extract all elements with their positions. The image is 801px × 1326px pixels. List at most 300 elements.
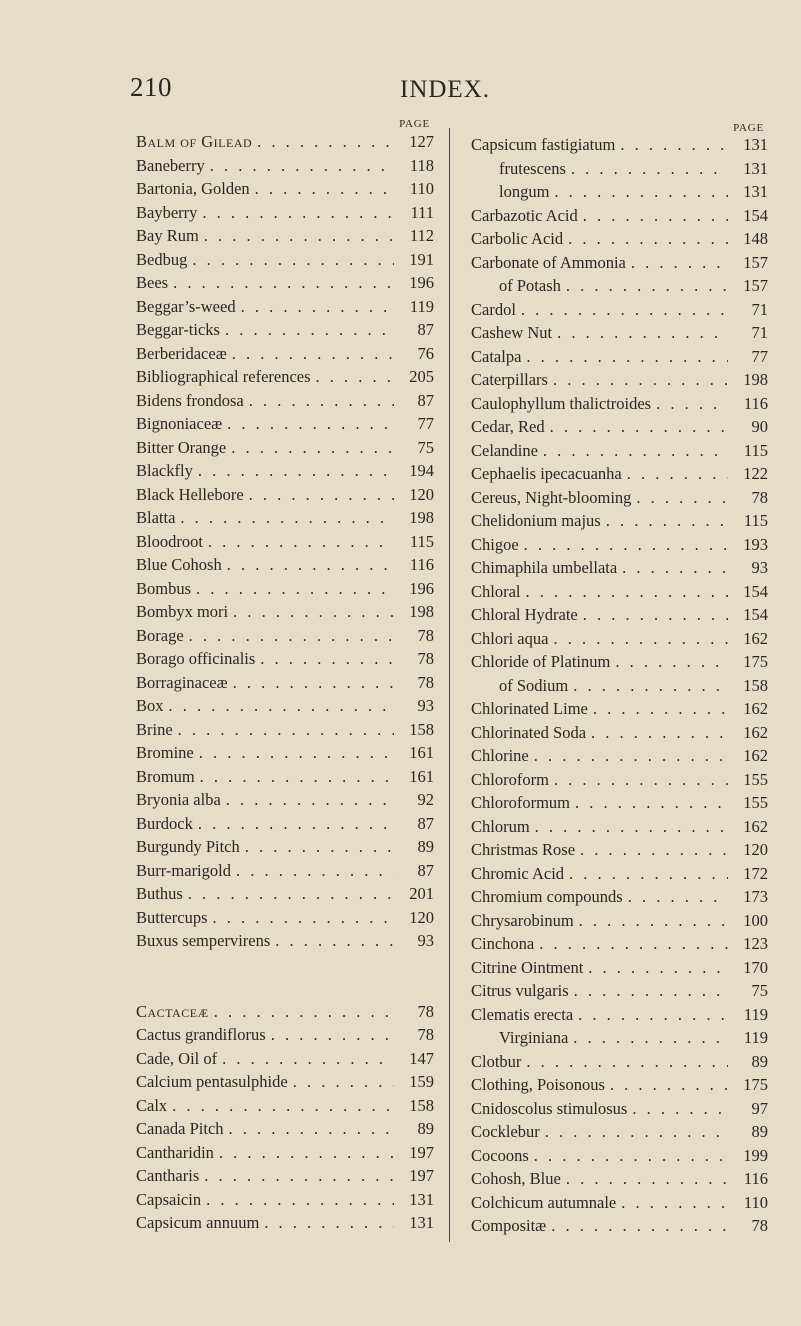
dot-leader [573, 1028, 728, 1048]
index-entry [136, 461, 434, 485]
index-entry [471, 652, 768, 676]
dot-leader [628, 887, 728, 907]
entry-term: Borraginaceæ [136, 672, 228, 692]
dot-leader [620, 135, 728, 155]
dot-leader [208, 532, 394, 552]
entry-term: Bryonia alba [136, 790, 221, 809]
dot-leader [204, 1166, 394, 1186]
index-entry [136, 1190, 434, 1214]
index-entry [471, 793, 768, 817]
dot-leader [198, 814, 394, 834]
dot-leader [188, 884, 394, 904]
entry-term: Beggar’s-weed [136, 296, 236, 316]
entry-page-number: 119 [743, 1028, 768, 1047]
dot-leader [233, 602, 394, 622]
dot-leader [172, 1096, 394, 1116]
index-entry [136, 908, 434, 932]
index-entry [136, 955, 434, 1002]
entry-page-number: 158 [409, 719, 434, 739]
index-entry [471, 1122, 768, 1146]
entry-page-number: 170 [743, 957, 768, 977]
index-entry [136, 1143, 434, 1167]
entry-page-number: 76 [417, 343, 434, 363]
entry-page-number: 154 [743, 205, 768, 225]
dot-leader [543, 441, 728, 461]
entry-page-number: 119 [743, 1004, 768, 1024]
index-entry [471, 370, 768, 394]
entry-page-number: 123 [743, 934, 768, 953]
entry-page-number: 87 [417, 813, 434, 833]
index-entry [136, 814, 434, 838]
entry-term: Cashew Nut [471, 323, 553, 342]
entry-page-number: 112 [409, 226, 434, 245]
index-entry [136, 297, 434, 321]
index-entry [471, 558, 768, 582]
entry-term: Cnidoscolus stimulosus [471, 1098, 628, 1118]
entry-term: Brine [136, 719, 173, 739]
entry-page-number: 122 [743, 464, 768, 483]
entry-term: Blue Cohosh [136, 555, 222, 574]
dot-leader [554, 770, 728, 790]
entry-list [471, 135, 768, 1240]
entry-term: Calcium pentasulphide [136, 1072, 288, 1091]
entry-page-number: 162 [743, 816, 768, 836]
index-entry [471, 488, 768, 512]
entry-term: Box [136, 696, 164, 715]
entry-page-number: 175 [743, 652, 768, 671]
entry-page-number: 131 [743, 182, 768, 201]
dot-leader [264, 1213, 394, 1233]
entry-page-number: 198 [743, 370, 768, 389]
entry-page-number: 197 [409, 1166, 434, 1185]
index-entry [136, 649, 434, 673]
index-entry [136, 485, 434, 509]
entry-page-number: 78 [417, 1025, 434, 1044]
index-entry [471, 817, 768, 841]
entry-term: Bignoniaceæ [136, 414, 223, 433]
dot-leader [575, 793, 728, 813]
dot-leader [236, 861, 394, 881]
entry-page-number: 131 [743, 135, 768, 154]
entry-term: Cinchona [471, 934, 535, 953]
index-entry [471, 1099, 768, 1123]
dot-leader [526, 347, 728, 367]
entry-page-number: 78 [751, 487, 768, 507]
dot-leader [255, 179, 394, 199]
entry-page-number: 78 [751, 1216, 768, 1235]
entry-term: Cantharidin [136, 1142, 214, 1162]
dot-leader [210, 156, 394, 176]
dot-leader [636, 488, 728, 508]
dot-leader [550, 417, 728, 437]
entry-page-number: 131 [409, 1213, 434, 1232]
index-entry [136, 438, 434, 462]
entry-term: Black Hellebore [136, 484, 244, 504]
entry-page-number: 161 [409, 766, 434, 786]
entry-page-number: 131 [743, 158, 768, 178]
index-entry [471, 911, 768, 935]
dot-leader [222, 1049, 394, 1069]
index-entry [136, 1166, 434, 1190]
entry-term: Buthus [136, 884, 183, 903]
index-entry [136, 673, 434, 697]
entry-term: Burdock [136, 813, 193, 833]
entry-term: Bombyx mori [136, 602, 229, 621]
entry-term: Chloral Hydrate [471, 605, 578, 624]
index-entry [136, 931, 434, 955]
entry-term: Buxus sempervirens [136, 931, 271, 950]
entry-page-number: 78 [417, 1001, 434, 1021]
dot-leader [569, 864, 728, 884]
dot-leader [583, 206, 728, 226]
entry-term: Calx [136, 1095, 168, 1115]
entry-term: Bayberry [136, 202, 198, 222]
entry-term: longum [499, 182, 550, 201]
entry-term: Cactus grandiflorus [136, 1025, 266, 1044]
dot-leader [593, 699, 728, 719]
entry-term: Capsicum annuum [136, 1213, 260, 1232]
index-entry [471, 1146, 768, 1170]
index-entry [471, 394, 768, 418]
entry-term: Citrine Ointment [471, 957, 584, 977]
page-column-header: PAGE [733, 122, 764, 134]
index-entry [471, 887, 768, 911]
entry-term: Chloroform [471, 769, 549, 789]
index-entry [471, 1028, 768, 1052]
entry-page-number: 119 [409, 296, 434, 316]
dot-leader [200, 767, 394, 787]
entry-page-number: 159 [409, 1072, 434, 1091]
entry-page-number: 120 [743, 840, 768, 859]
dot-leader [571, 159, 728, 179]
entry-page-number: 131 [409, 1189, 434, 1209]
entry-page-number: 77 [751, 346, 768, 366]
entry-term: Bromine [136, 743, 194, 762]
entry-term: frutescens [499, 158, 566, 178]
entry-page-number: 93 [417, 931, 434, 950]
entry-page-number: 201 [409, 884, 434, 903]
dot-leader [204, 226, 394, 246]
index-entry [471, 1216, 768, 1240]
entry-term: Bloodroot [136, 531, 203, 551]
dot-leader [189, 626, 394, 646]
dot-leader [545, 1122, 728, 1142]
index-entry [471, 276, 768, 300]
index-entry [471, 441, 768, 465]
index-entry [471, 699, 768, 723]
entry-term: Berberidaceæ [136, 343, 227, 363]
dot-leader [622, 558, 728, 578]
dot-leader [199, 743, 394, 763]
dot-leader [178, 720, 394, 740]
entry-term: Chrysarobinum [471, 910, 574, 930]
entry-list [136, 132, 434, 1237]
entry-term: Clematis erecta [471, 1004, 574, 1024]
index-entry [136, 132, 434, 156]
index-entry [136, 696, 434, 720]
entry-term: Capsicum fastigiatum [471, 135, 616, 154]
index-entry [471, 229, 768, 253]
entry-page-number: 162 [743, 746, 768, 765]
index-entry [471, 135, 768, 159]
dot-leader [627, 464, 728, 484]
entry-page-number: 111 [410, 202, 434, 222]
entry-term: Cephaelis ipecacuanha [471, 464, 622, 483]
entry-page-number: 110 [409, 179, 434, 198]
entry-page-number: 92 [417, 790, 434, 809]
entry-page-number: 198 [409, 508, 434, 527]
entry-term: Catalpa [471, 346, 522, 366]
entry-page-number: 93 [751, 558, 768, 577]
dot-leader [554, 182, 728, 202]
index-entry [136, 1025, 434, 1049]
entry-term: Celandine [471, 440, 538, 460]
entry-page-number: 115 [409, 531, 434, 551]
entry-term: Clotbur [471, 1051, 522, 1071]
dot-leader [173, 273, 394, 293]
index-entry [136, 1119, 434, 1143]
index-entry [471, 417, 768, 441]
entry-term: Caulophyllum thalictroides [471, 393, 652, 413]
index-entry [471, 840, 768, 864]
index-entry [471, 1193, 768, 1217]
entry-term: Chlorine [471, 746, 529, 765]
dot-leader [591, 723, 728, 743]
column-divider [449, 128, 450, 1242]
index-entry [136, 579, 434, 603]
index-entry [136, 179, 434, 203]
entry-term: Chloroformum [471, 793, 570, 812]
entry-page-number: 89 [417, 837, 434, 856]
entry-term: Bay Rum [136, 226, 199, 245]
entry-term: Bitter Orange [136, 437, 227, 457]
entry-term: Bartonia, Golden [136, 179, 250, 198]
dot-leader [578, 1005, 728, 1025]
index-entry [471, 1169, 768, 1193]
dot-leader [271, 1025, 394, 1045]
entry-term: Chimaphila umbellata [471, 558, 618, 577]
index-entry [471, 535, 768, 559]
dot-leader [219, 1143, 394, 1163]
entry-page-number: 155 [743, 769, 768, 789]
dot-leader [233, 673, 394, 693]
dot-leader [226, 790, 394, 810]
dot-leader [557, 323, 728, 343]
index-entry [136, 273, 434, 297]
entry-term: Clothing, Poisonous [471, 1075, 605, 1094]
dot-leader [521, 300, 728, 320]
entry-page-number: 115 [743, 511, 768, 530]
entry-page-number: 155 [743, 793, 768, 812]
entry-page-number: 154 [743, 605, 768, 624]
entry-term: Chlorinated Soda [471, 722, 587, 742]
entry-term: Colchicum autumnale [471, 1192, 617, 1212]
entry-page-number: 116 [409, 555, 434, 574]
entry-page-number: 71 [751, 299, 768, 319]
entry-term: Carbonate of Ammonia [471, 252, 626, 272]
entry-term: Canada Pitch [136, 1119, 224, 1138]
index-entry [136, 203, 434, 227]
entry-term: Chlori aqua [471, 628, 549, 648]
entry-page-number: 162 [743, 628, 768, 648]
entry-term: Virginiana [499, 1028, 569, 1047]
entry-term: Bees [136, 273, 169, 292]
entry-term: Chloral [471, 581, 521, 601]
dot-leader [245, 837, 394, 857]
dot-leader [227, 555, 394, 575]
dot-leader [524, 535, 728, 555]
dot-leader [553, 370, 728, 390]
entry-page-number: 87 [417, 320, 434, 339]
entry-term: Buttercups [136, 907, 208, 927]
dot-leader [551, 1216, 728, 1236]
entry-term: Cactaceæ [136, 1001, 209, 1021]
index-entry [136, 367, 434, 391]
index-entry [471, 934, 768, 958]
index-entry [136, 508, 434, 532]
index-entry [471, 1005, 768, 1029]
entry-page-number: 175 [743, 1075, 768, 1094]
entry-page-number: 196 [409, 273, 434, 292]
index-entry [136, 391, 434, 415]
entry-page-number: 147 [409, 1048, 434, 1068]
entry-term: Chelidonium majus [471, 511, 601, 530]
dot-leader [535, 817, 728, 837]
entry-page-number: 199 [743, 1145, 768, 1165]
index-entry [136, 1002, 434, 1026]
entry-term: Chromic Acid [471, 863, 565, 883]
entry-page-number: 71 [751, 323, 768, 342]
dot-leader [260, 649, 394, 669]
index-entry [136, 532, 434, 556]
index-entry [471, 182, 768, 206]
entry-term: Borago officinalis [136, 649, 256, 668]
entry-term: Cereus, Night-blooming [471, 487, 632, 507]
dot-leader [202, 203, 394, 223]
entry-term: Blackfly [136, 461, 193, 480]
dot-leader [580, 840, 728, 860]
entry-page-number: 120 [409, 907, 434, 927]
dot-leader [615, 652, 728, 672]
entry-term: Cohosh, Blue [471, 1169, 561, 1188]
entry-page-number: 116 [743, 1169, 768, 1188]
entry-page-number: 75 [417, 437, 434, 457]
entry-page-number: 198 [409, 602, 434, 621]
dot-leader [316, 367, 394, 387]
entry-page-number: 89 [751, 1122, 768, 1141]
entry-page-number: 118 [409, 155, 434, 175]
index-entry [471, 723, 768, 747]
index-entry [136, 837, 434, 861]
dot-leader [213, 908, 395, 928]
entry-page-number: 110 [743, 1192, 768, 1212]
entry-page-number: 154 [743, 581, 768, 601]
entry-page-number: 87 [417, 860, 434, 880]
dot-leader [198, 461, 394, 481]
entry-term: Chlorinated Lime [471, 699, 588, 718]
index-entry [136, 226, 434, 250]
entry-term: Bibliographical references [136, 367, 311, 386]
dot-leader [566, 1169, 728, 1189]
entry-term: Burr-marigold [136, 860, 231, 880]
entry-page-number: 89 [751, 1051, 768, 1071]
entry-term: Carbazotic Acid [471, 205, 578, 225]
dot-leader [574, 981, 728, 1001]
index-entry [136, 743, 434, 767]
entry-page-number: 100 [743, 910, 768, 930]
dot-leader [249, 391, 394, 411]
dot-leader [588, 958, 728, 978]
index-entry [471, 300, 768, 324]
entry-page-number: 127 [409, 132, 434, 151]
entry-page-number: 87 [417, 390, 434, 410]
dot-leader [257, 132, 394, 152]
dot-leader [534, 1146, 728, 1166]
entry-term: Cade, Oil of [136, 1048, 218, 1068]
dot-leader [192, 250, 394, 270]
entry-term: Bedbug [136, 249, 188, 269]
entry-page-number: 116 [743, 393, 768, 413]
entry-term: Christmas Rose [471, 840, 576, 859]
index-entry [136, 884, 434, 908]
index-entry [136, 767, 434, 791]
entry-term: Balm of Gilead [136, 132, 253, 151]
index-entry [136, 156, 434, 180]
entry-term: Bromum [136, 766, 195, 786]
entry-page-number: 196 [409, 578, 434, 598]
dot-leader [656, 394, 728, 414]
entry-term: Chloride of Platinum [471, 652, 611, 671]
dot-leader [632, 1099, 728, 1119]
index-entry [136, 1049, 434, 1073]
dot-leader [568, 229, 728, 249]
entry-page-number: 115 [743, 440, 768, 460]
index-entry [136, 555, 434, 579]
entry-term: Capsaicin [136, 1189, 202, 1209]
entry-page-number: 173 [743, 887, 768, 906]
entry-term: Borage [136, 625, 184, 645]
dot-leader [249, 485, 394, 505]
entry-term: Compositæ [471, 1216, 547, 1235]
index-entry [136, 790, 434, 814]
entry-page-number: 157 [743, 276, 768, 295]
index-entry [136, 1213, 434, 1237]
dot-leader [566, 276, 728, 296]
dot-leader [180, 508, 394, 528]
page-column-header: PAGE [399, 118, 430, 130]
index-entry [136, 602, 434, 626]
entry-term: Citrus vulgaris [471, 981, 569, 1000]
index-entry [471, 676, 768, 700]
index-entry [471, 511, 768, 535]
entry-term: Carbolic Acid [471, 229, 564, 248]
dot-leader [631, 253, 728, 273]
index-entry [136, 626, 434, 650]
index-entry [471, 159, 768, 183]
dot-leader [526, 582, 729, 602]
index-entry [471, 253, 768, 277]
entry-page-number: 172 [743, 863, 768, 883]
entry-page-number: 75 [751, 981, 768, 1000]
dot-leader [196, 579, 394, 599]
entry-page-number: 194 [409, 461, 434, 480]
entry-page-number: 197 [409, 1142, 434, 1162]
entry-term: Blatta [136, 508, 176, 527]
dot-leader [169, 696, 394, 716]
entry-page-number: 78 [417, 649, 434, 668]
dot-leader [526, 1052, 728, 1072]
entry-term: Cocoons [471, 1145, 529, 1165]
